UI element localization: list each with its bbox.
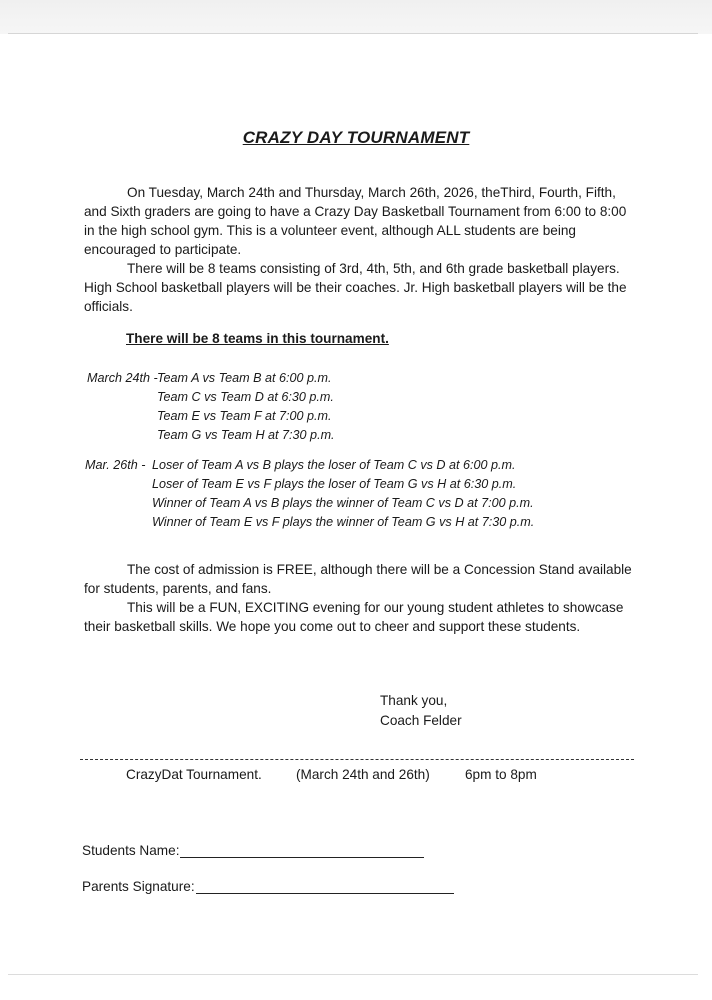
game-row: Loser of Team A vs B plays the loser of Team C vs D at 6:00 p.m. bbox=[152, 458, 516, 472]
intro-text: On Tuesday, March 24th and Thursday, March 26th, 2026, theThird, Fourth, Fifth, and Sixth graders are going to have a Crazy Day Basketball Tournament from 6:00 to 8:00 in the high school gym. This is a volunteer event, although ALL students are being encouraged to participate. bbox=[84, 185, 627, 257]
student-name-field[interactable] bbox=[82, 843, 424, 858]
document-title: CRAZY DAY TOURNAMENT bbox=[242, 128, 470, 147]
student-name-label: Students Name: bbox=[82, 843, 180, 858]
tear-off-event: CrazyDat Tournament. bbox=[126, 767, 262, 782]
scan-top-band bbox=[0, 0, 712, 34]
signoff-closing: Thank you, bbox=[380, 693, 448, 708]
parent-signature-label: Parents Signature: bbox=[82, 879, 195, 894]
parent-signature-line[interactable] bbox=[196, 879, 454, 894]
intro-paragraph bbox=[84, 183, 634, 259]
game-row: Team G vs Team H at 7:30 p.m. bbox=[157, 428, 335, 442]
game-row: Loser of Team E vs F plays the loser of Team G vs H at 6:30 p.m. bbox=[152, 477, 517, 491]
admission-paragraph bbox=[84, 560, 634, 598]
teams-paragraph bbox=[84, 259, 634, 316]
day1-games bbox=[157, 369, 335, 445]
tear-off-line bbox=[80, 759, 634, 760]
game-row: Team A vs Team B at 6:00 p.m. bbox=[157, 371, 332, 385]
day2-games bbox=[152, 456, 534, 532]
game-row: Winner of Team A vs B plays the winner of Team C vs D at 7:00 p.m. bbox=[152, 496, 534, 510]
game-row: Team C vs Team D at 6:30 p.m. bbox=[157, 390, 334, 404]
day2-label: Mar. 26th - bbox=[85, 458, 146, 472]
tear-off-dates: (March 24th and 26th) bbox=[296, 767, 430, 782]
parent-signature-field[interactable] bbox=[82, 879, 454, 894]
teams-subheading: There will be 8 teams in this tournament. bbox=[126, 331, 389, 346]
teams-text: There will be 8 teams consisting of 3rd, 4th, 5th, and 6th grade basketball players. High School basketball players will be their coaches. Jr. High basketball players will be the officials. bbox=[84, 261, 627, 314]
game-row: Winner of Team E vs F plays the winner of Team G vs H at 7:30 p.m. bbox=[152, 515, 535, 529]
scan-bottom-edge bbox=[8, 974, 698, 975]
student-name-line[interactable] bbox=[180, 843, 424, 858]
admission-text: The cost of admission is FREE, although there will be a Concession Stand available for students, parents, and fans. bbox=[84, 562, 632, 596]
signoff-name: Coach Felder bbox=[380, 713, 462, 728]
game-row: Team E vs Team F at 7:00 p.m. bbox=[157, 409, 332, 423]
day1-label: March 24th - bbox=[87, 371, 158, 385]
closing-text: This will be a FUN, EXCITING evening for our young student athletes to showcase their basketball skills. We hope you come out to cheer and support these students. bbox=[84, 600, 624, 634]
tear-off-time: 6pm to 8pm bbox=[465, 767, 537, 782]
closing-paragraph bbox=[84, 598, 634, 636]
scan-top-edge bbox=[8, 33, 698, 34]
signoff bbox=[380, 691, 462, 731]
